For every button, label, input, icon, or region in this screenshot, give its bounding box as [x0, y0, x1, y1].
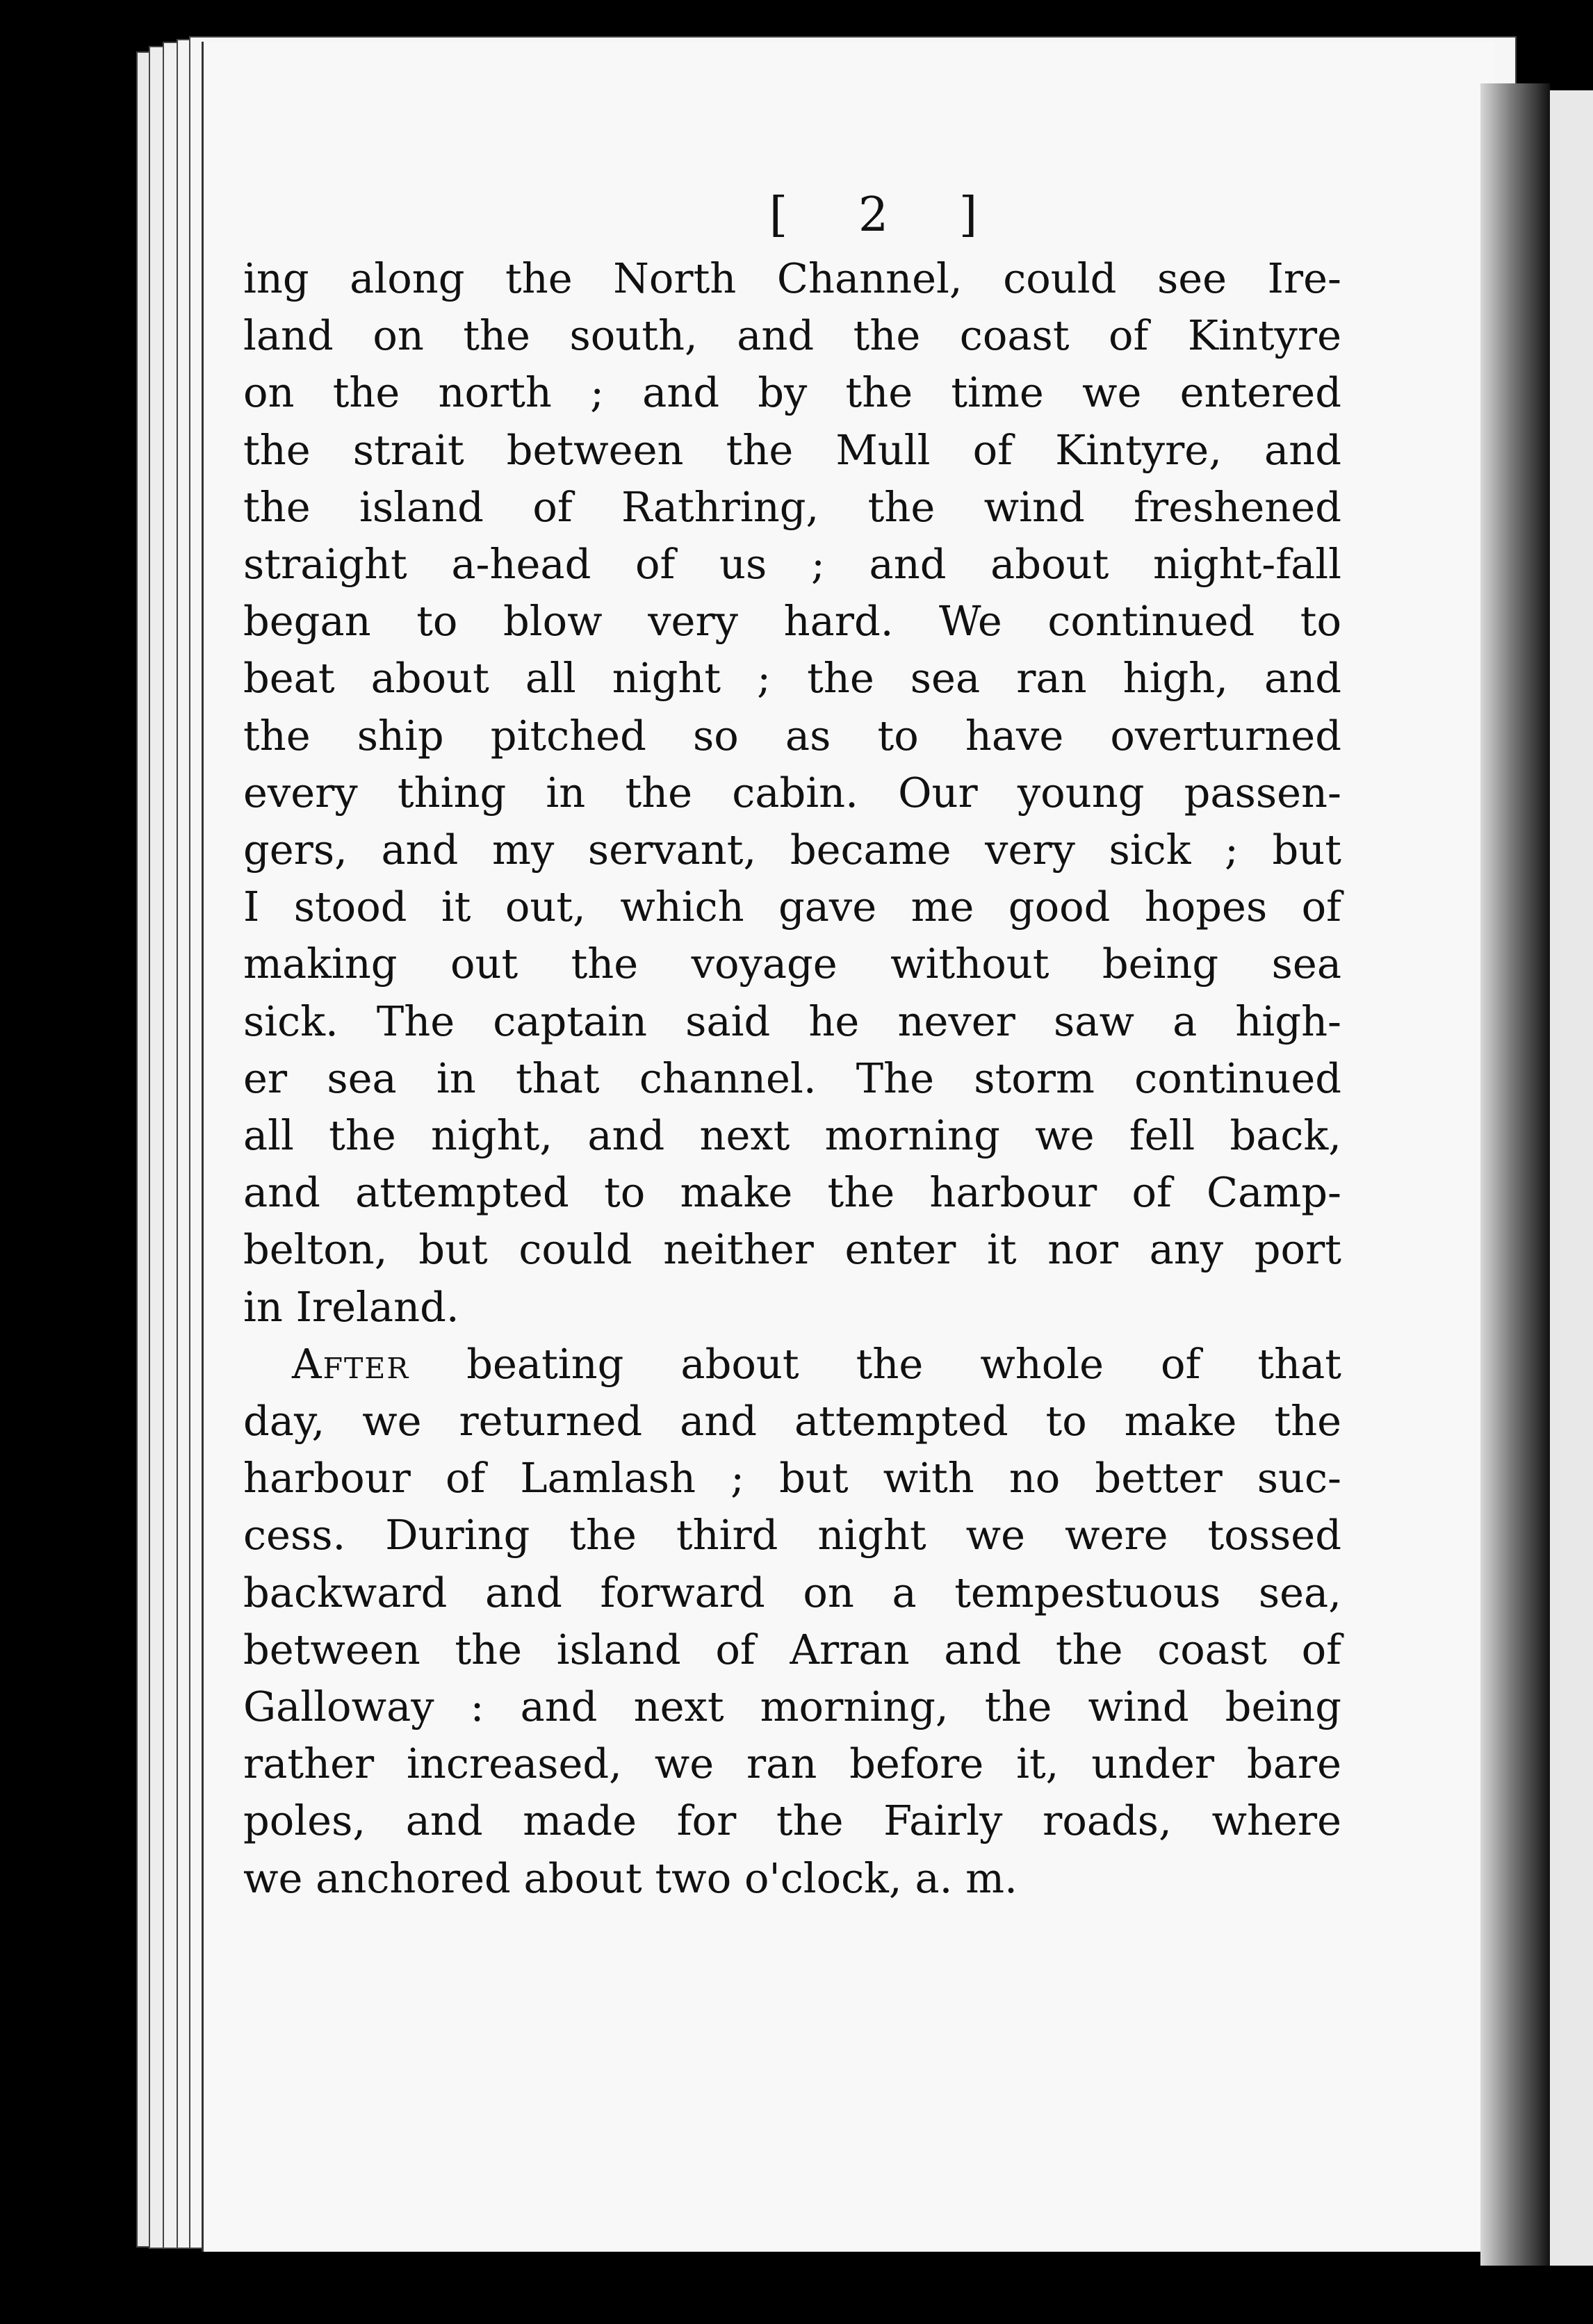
- text-line: backward and forward on a tempestuous sea,: [243, 1568, 1341, 1617]
- text-line: between the island of Arran and the coast of: [243, 1625, 1341, 1674]
- text-line: the strait between the Mull of Kintyre, and: [243, 425, 1341, 474]
- small-caps-lead: After: [292, 1339, 410, 1388]
- text-line: land on the south, and the coast of Kintyre: [243, 311, 1341, 360]
- text-line: and attempted to make the harbour of Camp-: [243, 1168, 1341, 1217]
- text-line: poles, and made for the Fairly roads, where: [243, 1797, 1341, 1845]
- text-line: Galloway : and next morning, the wind being: [243, 1683, 1341, 1731]
- page-number-header: [ 2 ]: [769, 188, 1006, 243]
- text-line: the island of Rathring, the wind freshened: [243, 482, 1341, 531]
- text-line: cess. During the third night we were tossed: [243, 1511, 1341, 1560]
- text-line: belton, but could neither enter it nor any port: [243, 1225, 1341, 1274]
- text-line: day, we returned and attempted to make the: [243, 1397, 1341, 1446]
- text-line: in Ireland.: [243, 1282, 459, 1331]
- text-line: harbour of Lamlash ; but with no better suc-: [243, 1454, 1341, 1503]
- text-line: sick. The captain said he never saw a high-: [243, 997, 1341, 1045]
- text-line: rather increased, we ran before it, under bare: [243, 1740, 1341, 1788]
- text-line: I stood it out, which gave me good hopes of: [243, 883, 1341, 931]
- paragraph-1: [243, 250, 1341, 1336]
- text-line: we anchored about two o'clock, a. m.: [243, 1854, 1018, 1902]
- first-line-rest: beating about the whole of that: [466, 1339, 1341, 1388]
- text-line: beat about all night ; the sea ran high, and: [243, 654, 1341, 703]
- text-line: making out the voyage without being sea: [243, 940, 1341, 988]
- page-body: [243, 250, 1341, 1907]
- text-line: straight a-head of us ; and about night-fall: [243, 540, 1341, 589]
- text-line: [243, 1336, 1341, 1393]
- text-line: ing along the North Channel, could see Ire-: [243, 254, 1341, 302]
- text-line: all the night, and next morning we fell back,: [243, 1111, 1341, 1160]
- facing-page-edge: [1550, 90, 1593, 2266]
- page-gutter-shadow: [1480, 83, 1550, 2266]
- text-line: every thing in the cabin. Our young passen-: [243, 768, 1341, 817]
- text-line: began to blow very hard. We continued to: [243, 597, 1341, 646]
- text-line: on the north ; and by the time we entered: [243, 368, 1341, 417]
- text-line: gers, and my servant, became very sick ; but: [243, 826, 1341, 874]
- text-line: er sea in that channel. The storm continued: [243, 1054, 1341, 1102]
- paragraph-2: [243, 1336, 1341, 1907]
- text-line: the ship pitched so as to have overturned: [243, 711, 1341, 760]
